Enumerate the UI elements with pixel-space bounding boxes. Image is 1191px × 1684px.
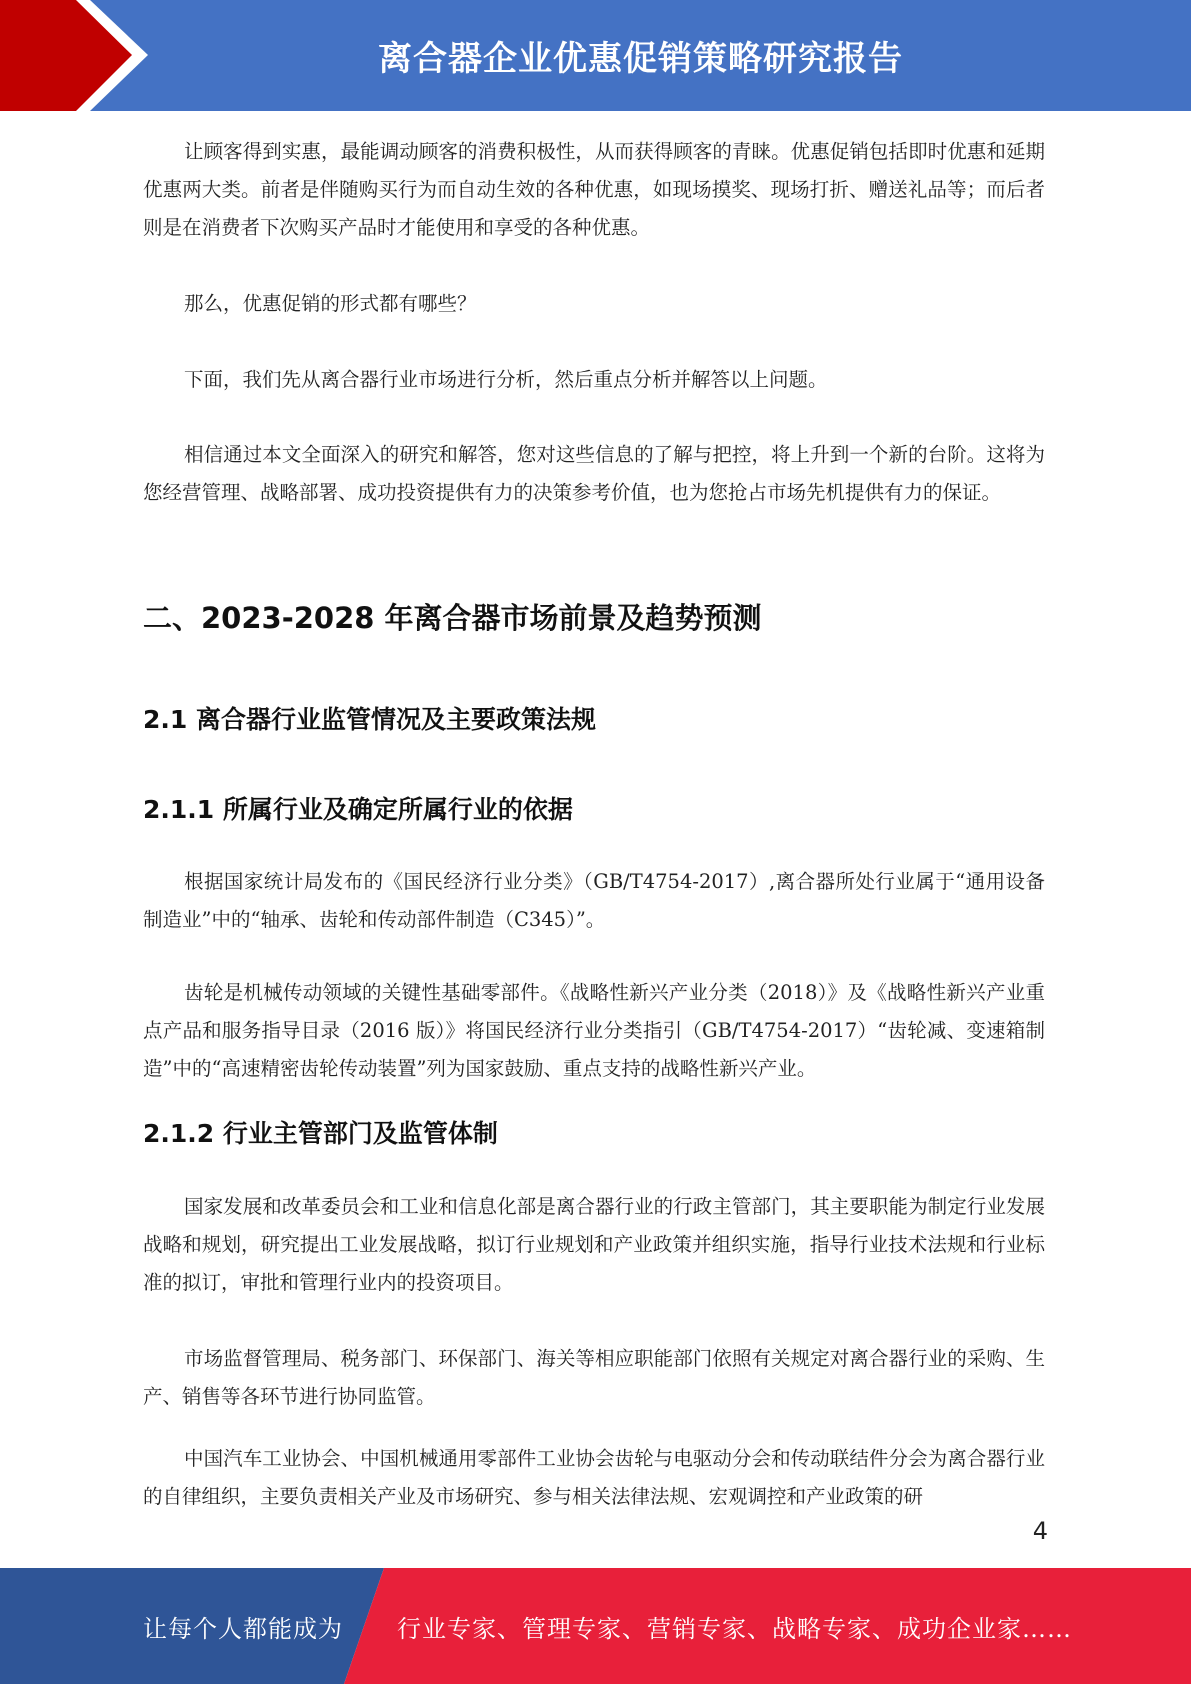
- subsection-heading-2-1-1: 2.1.1 所属行业及确定所属行业的依据: [143, 795, 573, 824]
- paragraph-industry-classification: 根据国家统计局发布的《国民经济行业分类》（GB/T4754-2017）,离合器所处行业属于“通用设备制造业”中的“轴承、齿轮和传动部件制造（C345）”。: [143, 870, 1045, 931]
- paragraph-question: 那么，优惠促销的形式都有哪些？: [184, 292, 477, 315]
- paragraph-intro: 让顾客得到实惠，最能调动顾客的消费积极性，从而获得顾客的青睐。优惠促销包括即时优惠和延期优惠两大类。前者是伴随购买行为而自动生效的各种优惠，如现场摸奖、现场打折、赠送礼品等；而后者则是在消费者下次购买产品时才能使用和享受的各种优惠。: [143, 140, 1045, 239]
- paragraph-transition: 下面，我们先从离合器行业市场进行分析，然后重点分析并解答以上问题。: [184, 368, 828, 391]
- footer-slogan-left: 让每个人都能成为: [143, 1614, 343, 1643]
- paragraph-gear-industry: 齿轮是机械传动领域的关键性基础零部件。《战略性新兴产业分类（2018）》及《战略性新兴产业重点产品和服务指导目录（2016 版）》将国民经济行业分类指引（GB/T4754-2017）“齿轮减、变速箱制造”中的“高速精密齿轮传动装置”列为国家鼓励、重点支持的战略性新兴产业。: [143, 981, 1045, 1080]
- page-number: 4: [1032, 1517, 1048, 1545]
- paragraph-value: 相信通过本文全面深入的研究和解答，您对这些信息的了解与把控，将上升到一个新的台阶。这将为您经营管理、战略部署、成功投资提供有力的决策参考价值，也为您抢占市场先机提供有力的保证。: [143, 443, 1045, 504]
- paragraph-regulators: 市场监督管理局、税务部门、环保部门、海关等相应职能部门依照有关规定对离合器行业的采购、生产、销售等各环节进行协同监管。: [143, 1347, 1045, 1408]
- red-arrow-icon: [0, 0, 150, 111]
- footer-band: [0, 1568, 1191, 1684]
- footer-slogan-right: 行业专家、管理专家、营销专家、战略专家、成功企业家……: [397, 1614, 1072, 1643]
- header-band: [0, 0, 1191, 111]
- document-title: 离合器企业优惠促销策略研究报告: [378, 39, 903, 79]
- section-heading-2: 二、2023-2028 年离合器市场前景及趋势预测: [143, 601, 762, 635]
- paragraph-associations: 中国汽车工业协会、中国机械通用零部件工业协会齿轮与电驱动分会和传动联结件分会为离合器行业的自律组织，主要负责相关产业及市场研究、参与相关法律法规、宏观调控和产业政策的研: [143, 1447, 1045, 1508]
- subsection-heading-2-1-2: 2.1.2 行业主管部门及监管体制: [143, 1119, 498, 1148]
- paragraph-authorities: 国家发展和改革委员会和工业和信息化部是离合器行业的行政主管部门，其主要职能为制定行业发展战略和规划，研究提出工业发展战略，拟订行业规划和产业政策并组织实施，指导行业技术法规和行业标准的拟订，审批和管理行业内的投资项目。: [143, 1195, 1045, 1294]
- subsection-heading-2-1: 2.1 离合器行业监管情况及主要政策法规: [143, 705, 596, 734]
